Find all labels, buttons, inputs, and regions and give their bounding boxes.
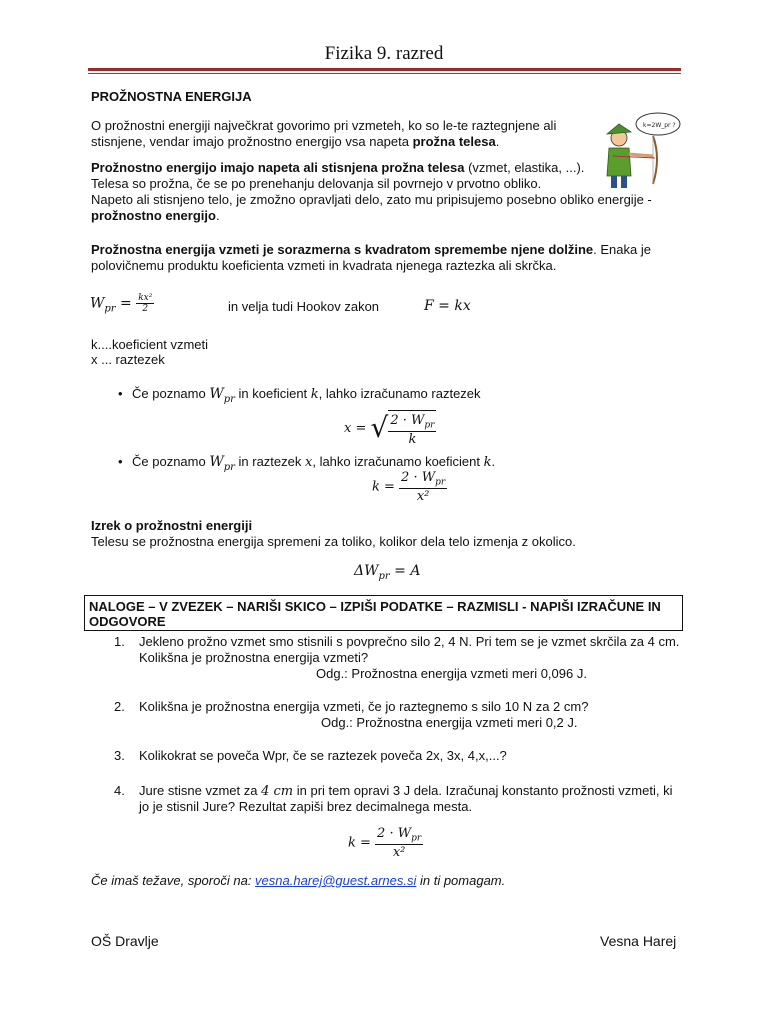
formula-k-fraction	[375, 826, 423, 860]
theorem-formula	[354, 563, 420, 582]
para2-rest: (vzmet, elastika, ...).	[464, 160, 585, 175]
para3-rest: . Enaka je	[593, 242, 651, 257]
contact-text: Če imaš težave, sporoči na:	[91, 873, 256, 888]
bullet-var: W	[209, 454, 224, 470]
formula-k	[372, 470, 447, 504]
formula-fraction	[136, 293, 154, 314]
task1-line2: Kolikšna je prožnostna energija vzmeti?	[139, 650, 369, 665]
bullet-text: .	[491, 454, 496, 469]
archer-arm	[629, 154, 653, 156]
header-rule	[88, 68, 681, 71]
task1-line1: Jekleno prožno vzmet smo stisnili s povprečno silo 2, 4 N. Pri tem se je vzmet skrčila za 4 cm.	[139, 634, 680, 649]
formula-x-fraction	[388, 410, 436, 447]
task-header-line2: ODGOVORE	[89, 614, 166, 629]
intro-line2	[91, 134, 499, 149]
fraction-num: 2 · W	[377, 826, 412, 841]
intro-text: stisnjene, vendar imajo prožnostno energijo vsa napeta	[91, 134, 413, 149]
formula-eq: =	[115, 295, 137, 312]
formula-x	[344, 410, 436, 447]
formula-k-lhs: k =	[372, 479, 395, 495]
task1-answer: Odg.: Prožnostna energija vzmeti meri 0,096 J.	[316, 666, 587, 681]
task2-answer: Odg.: Prožnostna energija vzmeti meri 0,2 J.	[321, 715, 578, 730]
para2-line4	[91, 208, 220, 223]
theorem-formula-sub: pr	[378, 570, 390, 582]
formula-w: W	[90, 295, 105, 312]
formula-x-lhs: x =	[344, 420, 367, 436]
para2-line2: Telesa so prožna, če se po prenehanju delovanja sil povrnejo v prvotno obliko.	[91, 176, 542, 191]
speech-text: k=2W_pr ?	[643, 122, 676, 129]
bullet-text: , lahko izračunamo koeficient	[312, 454, 484, 469]
def-k: k....koeficient vzmeti	[91, 337, 209, 352]
fraction-sub: pr	[435, 477, 446, 488]
bullet-sub: pr	[223, 393, 235, 405]
formula-k-fraction	[399, 470, 447, 504]
fraction-sub: pr	[424, 420, 435, 431]
theorem-formula-rhs: = A	[389, 563, 421, 579]
footer-school: OŠ Dravlje	[91, 933, 159, 949]
para3-bold: Prožnostna energija vzmeti je sorazmerna s kvadratom spremembe njene dolžine	[91, 242, 594, 257]
formula-sub: pr	[104, 303, 116, 315]
bullet-text: in koeficient	[234, 386, 311, 401]
intro-line1: O prožnostni energiji največkrat govorimo pri vzmeteh, ko so le-te raztegnjene ali	[91, 118, 557, 133]
fraction-den: k	[408, 431, 417, 447]
footer-author: Vesna Harej	[600, 933, 677, 949]
task4-line2: jo je stisnil Jure? Rezultat zapiši brez decimalnega mesta.	[139, 799, 473, 814]
contact-text: in ti pomagam.	[416, 873, 506, 888]
task-number: 4.	[114, 783, 125, 798]
energy-formula	[90, 293, 154, 314]
fraction-sub: pr	[411, 833, 422, 844]
para2-bold2: prožnostno energijo	[91, 208, 216, 223]
para2-bold: Prožnostno energijo imajo napeta ali stisnjena prožna telesa	[91, 160, 465, 175]
archer-body	[607, 148, 631, 176]
formula-k-repeat	[348, 826, 423, 860]
task4-math: 4 cm	[261, 784, 294, 799]
task-number: 2.	[114, 699, 125, 714]
theorem-title: Izrek o prožnostni energiji	[91, 518, 253, 533]
email-link[interactable]: vesna.harej@guest.arnes.si	[255, 873, 417, 888]
page-title: Fizika 9. razred	[324, 43, 444, 64]
bullet-text: in raztezek	[234, 454, 305, 469]
def-x: x ... raztezek	[91, 352, 165, 367]
bow-icon	[653, 136, 657, 184]
para3-line2: polovičnemu produktu koeficienta vzmeti in kvadrata njenega raztezka ali skrčka.	[91, 258, 557, 273]
para2-period: .	[215, 208, 220, 223]
bullet-item	[118, 386, 481, 405]
bullet-var: k	[483, 455, 492, 470]
fraction-den: x²	[416, 488, 430, 504]
bullet-icon: •	[118, 386, 123, 401]
archer-illustration	[583, 106, 681, 190]
task-header-line1: NALOGE – V ZVEZEK – NARIŠI SKICO – IZPIŠI PODATKE – RAZMISLI - NAPIŠI IZRAČUNE IN	[89, 599, 661, 614]
bullet-text: , lahko izračunamo raztezek	[318, 386, 481, 401]
bullet-text: Če poznamo	[132, 386, 210, 401]
fraction-num: kx²	[138, 293, 153, 303]
task4-text: in pri tem opravi 3 J dela. Izračunaj konstanto prožnosti vzmeti, ki	[293, 783, 673, 798]
section-title: PROŽNOSTNA ENERGIJA	[91, 89, 252, 104]
bullet-text: Če poznamo	[132, 454, 210, 469]
bullet-var: k	[310, 387, 319, 402]
contact-note	[91, 873, 505, 888]
theorem-formula-lhs: ΔW	[354, 563, 379, 579]
bullet-var: W	[209, 386, 224, 402]
formula-k-lhs: k =	[348, 835, 371, 851]
task-number: 1.	[114, 634, 125, 649]
hooke-text: in velja tudi Hookov zakon	[228, 299, 380, 314]
bullet-var: x	[305, 455, 313, 470]
para2-line3: Napeto ali stisnjeno telo, je zmožno opravljati delo, zato mu pripisujemo posebno obliko energije -	[91, 192, 652, 207]
theorem-text: Telesu se prožnostna energija spremeni za toliko, kolikor dela telo izmenja z okolico.	[91, 534, 576, 549]
hooke-formula: F = kx	[424, 298, 471, 314]
task4-line1	[139, 783, 672, 799]
bullet-sub: pr	[223, 461, 235, 473]
para2-line1	[91, 160, 584, 175]
sqrt-icon: √	[370, 411, 389, 445]
task4-text: Jure stisne vzmet za	[139, 783, 262, 798]
intro-bold: prožna telesa	[412, 134, 496, 149]
fraction-num: 2 · W	[401, 470, 436, 485]
task2-line1: Kolikšna je prožnostna energija vzmeti, če jo raztegnemo s silo 10 N za 2 cm?	[139, 699, 589, 714]
fraction-num: 2 · W	[390, 413, 425, 428]
archer-leg	[611, 176, 617, 188]
archer-hat	[607, 124, 631, 134]
task3-line1: Kolikokrat se poveča Wpr, če se raztezek poveča 2x, 3x, 4,x,...?	[139, 748, 507, 763]
para3-line1	[91, 242, 651, 257]
bullet-icon: •	[118, 454, 123, 469]
intro-period: .	[495, 134, 500, 149]
header-rule-thin	[88, 73, 681, 74]
task-number: 3.	[114, 748, 125, 763]
fraction-den: x²	[392, 844, 406, 860]
fraction-den: 2	[142, 304, 149, 314]
archer-leg	[621, 176, 627, 188]
